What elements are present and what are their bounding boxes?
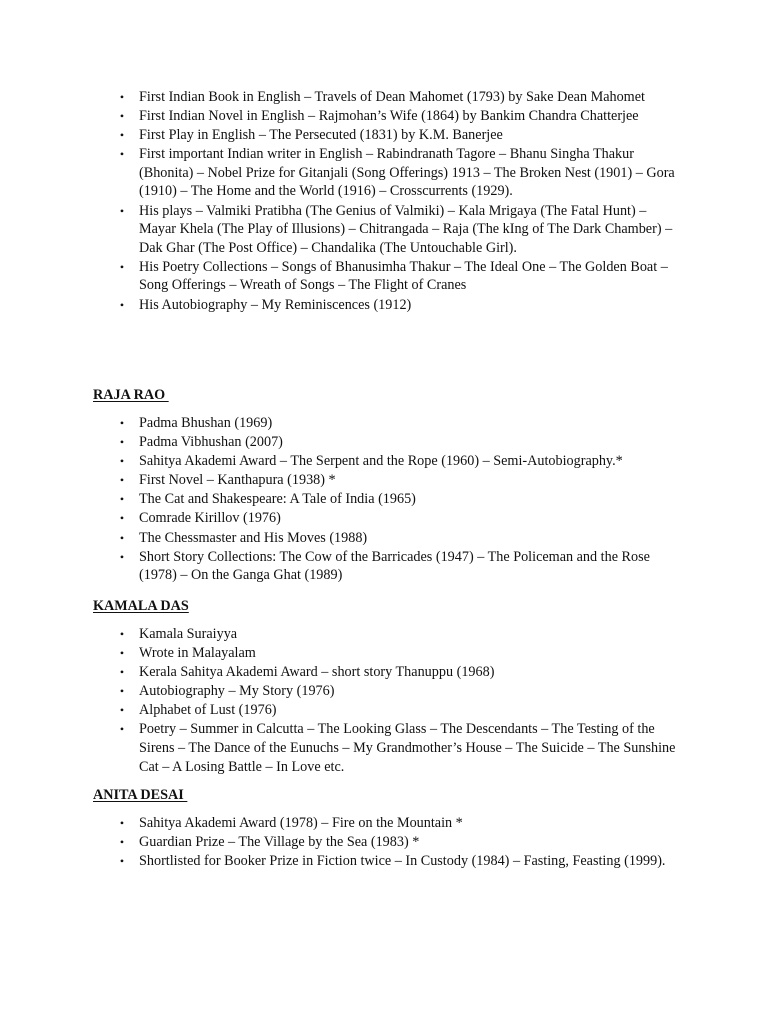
list-item-text: Autobiography – My Story (1976) [139,683,335,700]
list-item [0,720,676,776]
section-heading-raja-rao: RAJA RAO [93,387,169,403]
list-item [0,625,676,644]
list-item-text: Kamala Suraiyya [139,626,238,642]
bullet-icon: • [119,530,125,545]
bullet-icon: • [119,627,125,641]
intro-list [0,88,768,315]
bullet-icon: • [119,703,125,718]
list-item-text: First Indian Novel in English – Rajmohan’s Wife (1864) by Bankim Chandra Chatterjee [139,108,639,125]
list-item [0,682,676,701]
list-item-text: His Poetry Collections – Songs of Bhanusimha Thakur – The Ideal One – The Golden Boat – Song Offerings – Wreath of Songs – The Flight of Cranes [139,258,668,294]
section-heading-anita-desai: ANITA DESAI [93,787,188,803]
list-item [0,663,676,682]
list-item [0,833,676,852]
bullet-icon: • [119,109,125,124]
list-item [0,644,676,663]
list-item-text: Guardian Prize – The Village by the Sea (1983) * [139,834,420,851]
bullet-icon: • [119,722,125,737]
bullet-icon: • [119,492,125,507]
bullet-icon: • [119,259,125,274]
list-item [0,88,676,107]
list-item-text: Poetry – Summer in Calcutta – The Looking Glass – The Descendants – The Testing of the Sirens – The Dance of the Eunuchs – My Grandmother’s House – The Suicide – The Sunshine Cat – A Losing Battle – In Love etc. [139,721,676,775]
bullet-icon: • [119,147,125,162]
list-item-text: First Play in English – The Persecuted (1831) by K.M. Banerjee [139,127,503,144]
list-item-text: Alphabet of Lust (1976) [139,702,277,719]
list-item [0,433,676,452]
bullet-icon: • [119,549,125,564]
list-item-text: Kerala Sahitya Akademi Award – short story Thanuppu (1968) [139,664,495,681]
raja-rao-list [0,414,768,585]
list-item-text: His plays – Valmiki Pratibha (The Genius of Valmiki) – Kala Mrigaya (The Fatal Hunt) – Mayar Khela (The Play of Illusions) – Chitrangada – Raja (The kIng of The Dark Chamber) – Dak Ghar (The Post Office) – Chandalika (The Untouchable Girl). [139,202,673,256]
list-item-text: First important Indian writer in English – Rabindranath Tagore – Bhanu Singha Thakur (Bhonita) – Nobel Prize for Gitanjali (Song Offerings) 1913 – The Broken Nest (1901) – Gora (1910) – The Home and the World (1916) – Crosscurrents (1929). [139,146,675,200]
list-item-text: First Novel – Kanthapura (1938) * [139,472,336,489]
bullet-icon: • [119,511,125,526]
bullet-icon: • [119,297,125,312]
bullet-icon: • [119,684,125,699]
bullet-icon: • [119,435,125,450]
bullet-icon: • [119,854,125,869]
list-item [0,145,676,201]
list-item-text: Wrote in Malayalam [139,645,256,662]
list-item [0,202,676,258]
list-item-text: Sahitya Akademi Award – The Serpent and the Rope (1960) – Semi-Autobiography.* [139,453,623,470]
bullet-icon: • [119,203,125,218]
list-item [0,814,676,833]
list-item-text: Comrade Kirillov (1976) [139,510,281,527]
list-item [0,296,676,315]
kamala-das-list [0,625,768,777]
list-item [0,258,676,295]
list-item-text: First Indian Book in English – Travels of Dean Mahomet (1793) by Sake Dean Mahomet [139,89,645,105]
list-item [0,107,676,126]
list-item-text: His Autobiography – My Reminiscences (1912) [139,296,412,313]
list-item-text: The Cat and Shakespeare: A Tale of India (1965) [139,491,416,508]
section-heading-kamala-das: KAMALA DAS [93,598,189,614]
bullet-icon: • [119,816,125,830]
bullet-icon: • [119,454,125,469]
list-item [0,548,676,585]
bullet-icon: • [119,473,125,488]
anita-desai-list [0,814,768,871]
bullet-icon: • [119,416,125,430]
list-item-text: Shortlisted for Booker Prize in Fiction twice – In Custody (1984) – Fasting, Feasting (1999). [139,853,666,870]
list-item-text: The Chessmaster and His Moves (1988) [139,529,368,546]
bullet-icon: • [119,646,125,661]
list-item [0,471,676,490]
bullet-icon: • [119,128,125,143]
list-item [0,701,676,720]
list-item [0,414,676,433]
bullet-icon: • [119,90,125,104]
list-item [0,126,676,145]
list-item-text: Sahitya Akademi Award (1978) – Fire on the Mountain * [139,815,463,831]
bullet-icon: • [119,665,125,680]
list-item [0,529,676,548]
list-item-text: Padma Vibhushan (2007) [139,434,283,451]
list-item-text: Short Story Collections: The Cow of the Barricades (1947) – The Policeman and the Rose (1978) – On the Ganga Ghat (1989) [139,548,650,584]
bullet-icon: • [119,835,125,850]
list-item [0,452,676,471]
list-item [0,509,676,528]
list-item [0,852,676,871]
list-item-text: Padma Bhushan (1969) [139,415,273,431]
list-item [0,490,676,509]
